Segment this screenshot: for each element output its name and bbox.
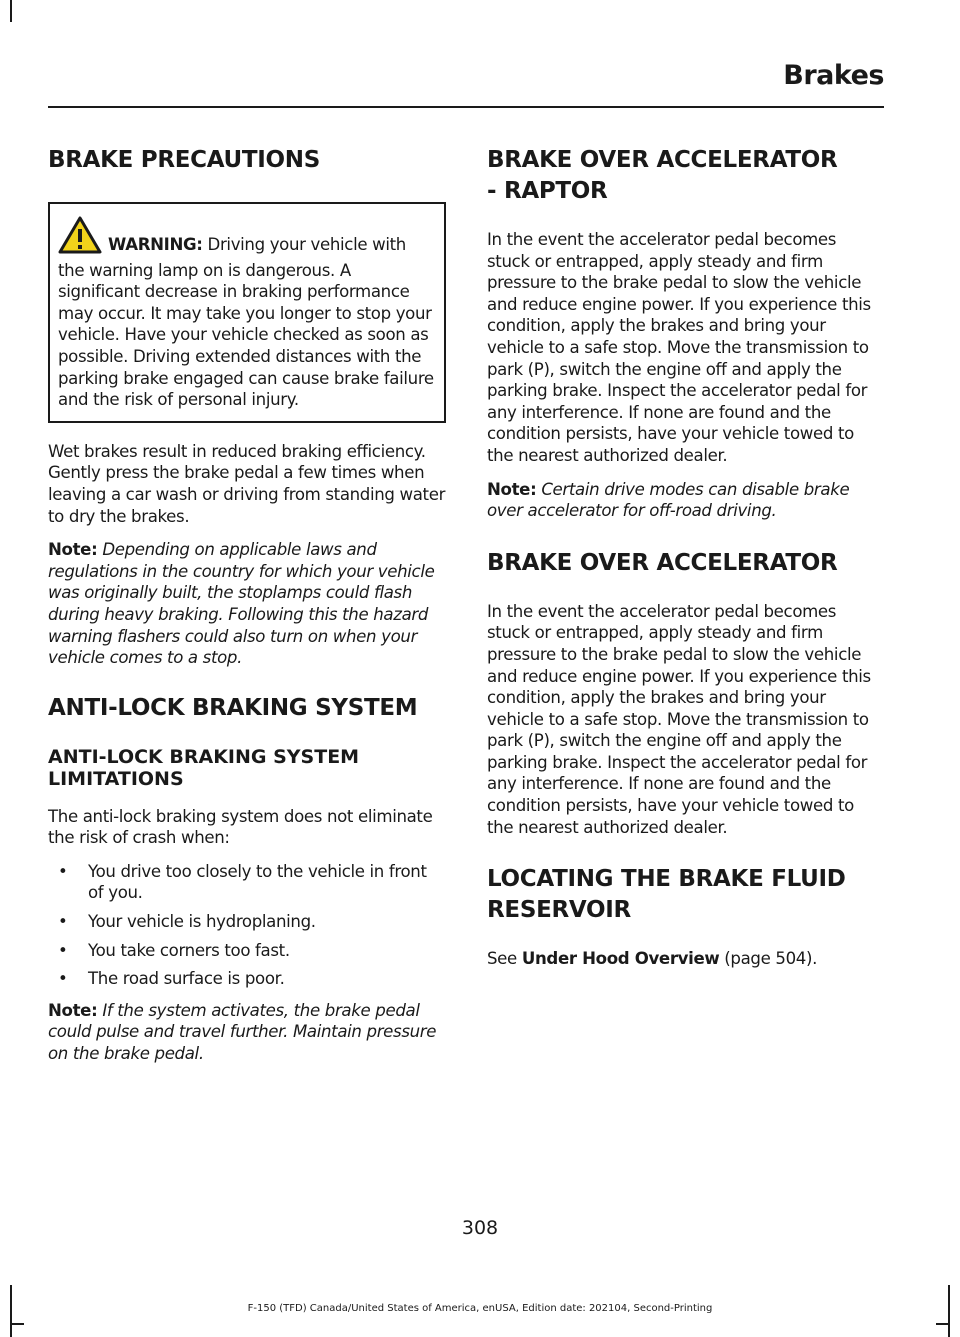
bullet: •: [58, 969, 68, 989]
abs-limitations-list: [48, 861, 446, 990]
list-item: • Your vehicle is hydroplaning.: [58, 912, 316, 932]
warning-label: WARNING:: [108, 235, 203, 254]
note-label: Note:: [487, 479, 537, 499]
abs-heading: ANTI-LOCK BRAKING SYSTEM: [48, 694, 418, 721]
right-column: [487, 145, 879, 982]
bullet: •: [58, 861, 68, 881]
note-text: If the system activates, the brake pedal could pulse and travel further. Maintain pressure on the brake pedal.: [48, 1000, 437, 1064]
stoplamps-note: [48, 539, 446, 669]
note-label: Note:: [48, 1000, 98, 1020]
boa-paragraph: In the event the accelerator pedal becomes stuck or entrapped, apply steady and firm pressure to the brake pedal to slow the vehicle and reduce engine power. If you experience this condition, apply the brakes and bring your vehicle to a safe stop. Move the transmission to park (P), switch the engine off and apply the parking brake. Inspect the accelerator pedal for any interference. If none are found and the condition persists, have your vehicle towed to the nearest authorized dealer.: [487, 601, 871, 837]
crop-mark-bottom-left-h: [10, 1323, 24, 1325]
wet-brakes-paragraph: Wet brakes result in reduced braking efficiency. Gently press the brake pedal a few times when leaving a car wash or driving from standing water to dry the brakes.: [48, 441, 446, 526]
footer-edition: F-150 (TFD) Canada/United States of America, enUSA, Edition date: 202104, Second-Printing: [247, 1303, 713, 1314]
boa-raptor-paragraph: In the event the accelerator pedal becomes stuck or entrapped, apply steady and firm pressure to the brake pedal to slow the vehicle and reduce engine power. If you experience this condition, apply the brakes and bring your vehicle to a safe stop. Move the transmission to park (P), switch the engine off and apply the parking brake. Inspect the accelerator pedal for any interference. If none are found and the condition persists, have your vehicle towed to the nearest authorized dealer.: [487, 230, 871, 465]
boa-raptor-note: [487, 479, 879, 522]
left-column: [48, 145, 446, 1077]
warning-box: [48, 202, 446, 423]
warning-text: Driving your vehicle with the warning lamp on is dangerous. A significant decrease in braking performance may occur. It may take you longer to stop your vehicle. Have your vehicle checked as soon as possible. Driving extended distances with the parking brake engaged can cause brake failure and the risk of personal injury.: [58, 235, 434, 410]
note-text: Depending on applicable laws and regulations in the country for which your vehicle was originally built, the stoplamps could flash during heavy braking. Following this the hazard warning flashers could also turn on when your vehicle comes to a stop.: [48, 540, 435, 668]
list-item: • You drive too closely to the vehicle in front of you.: [58, 861, 427, 903]
abs-intro: The anti-lock braking system does not eliminate the risk of crash when:: [48, 806, 433, 848]
page-header-title: Brakes: [783, 60, 884, 91]
bullet: •: [58, 940, 68, 960]
under-hood-overview-link[interactable]: Under Hood Overview: [521, 949, 720, 969]
list-item: • The road surface is poor.: [58, 969, 285, 989]
abs-note: [48, 1000, 446, 1065]
reservoir-heading: LOCATING THE BRAKE FLUID RESERVOIR: [487, 866, 846, 924]
header-divider: [48, 106, 884, 108]
bullet: •: [58, 912, 68, 932]
list-item: • You take corners too fast.: [58, 940, 290, 960]
abs-limitations-subheading: ANTI-LOCK BRAKING SYSTEM LIMITATIONS: [48, 745, 360, 790]
note-text: Certain drive modes can disable brake over accelerator for off-road driving.: [487, 479, 850, 521]
note-label: Note:: [48, 540, 98, 560]
page-number: 308: [461, 1217, 499, 1239]
reservoir-reference: See Under Hood Overview (page 504).: [487, 949, 818, 969]
brake-precautions-heading: BRAKE PRECAUTIONS: [48, 147, 321, 173]
boa-heading: BRAKE OVER ACCELERATOR: [487, 549, 838, 576]
boa-raptor-heading: BRAKE OVER ACCELERATOR - RAPTOR: [487, 147, 838, 204]
crop-mark-top-left: [10, 0, 12, 22]
warning-triangle-icon: [58, 216, 102, 260]
